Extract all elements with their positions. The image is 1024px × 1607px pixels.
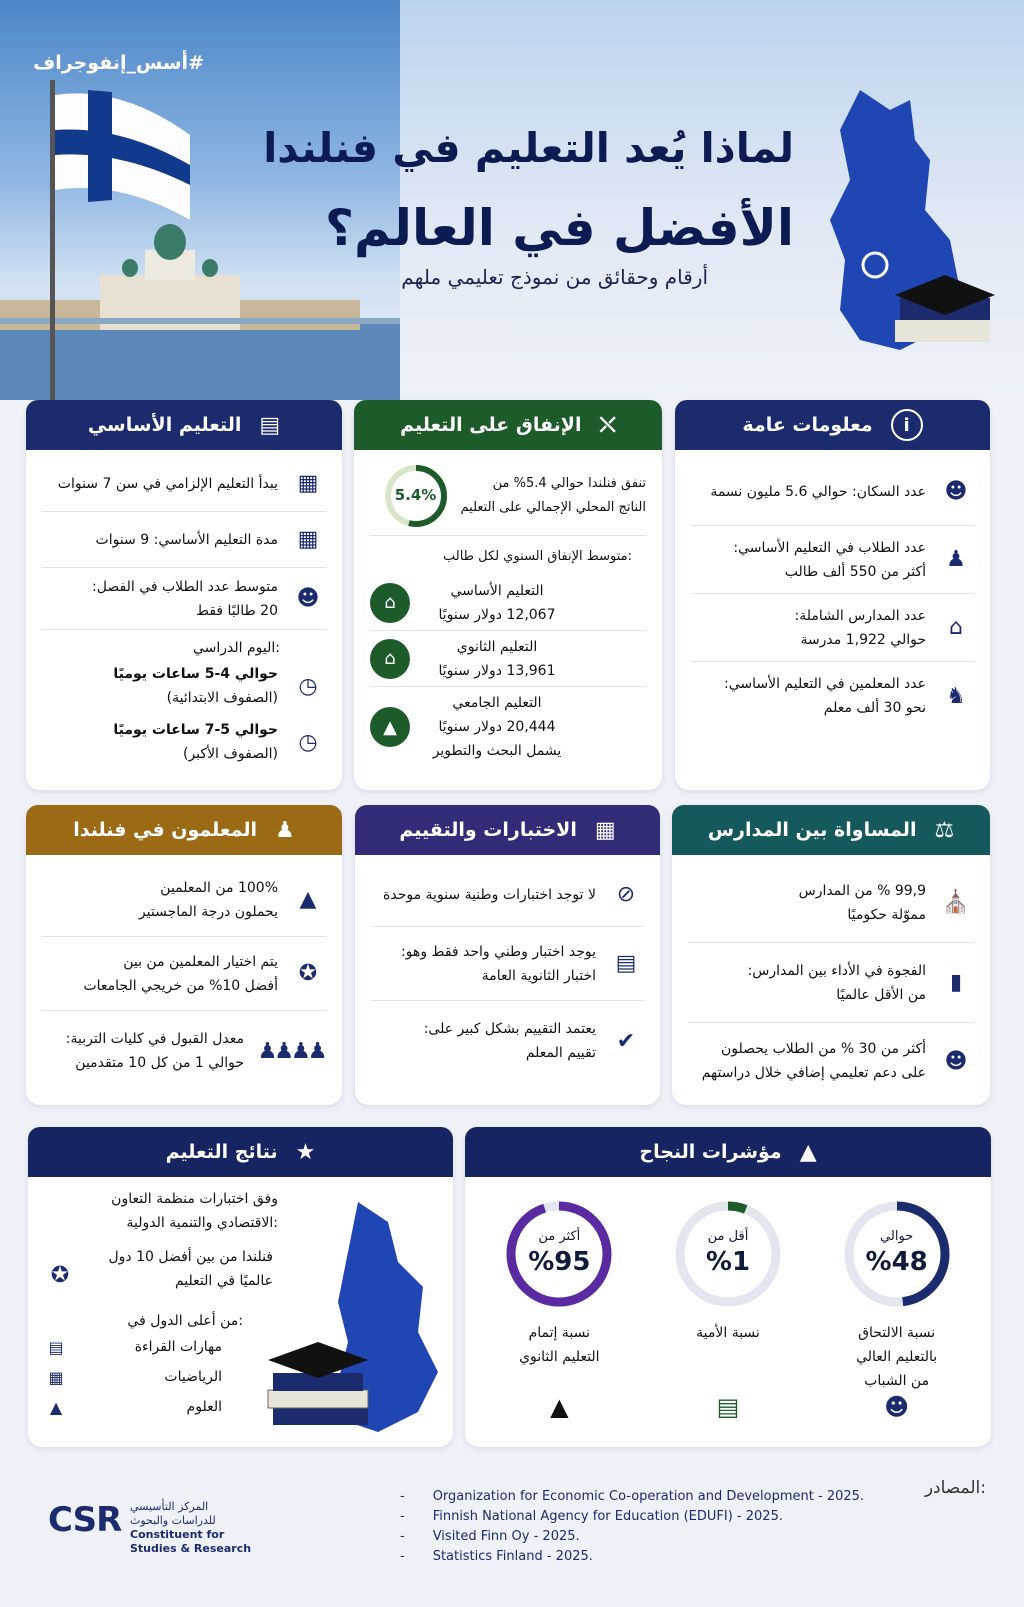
metric-higher-education: حوالي %48 نسبة الالتحاق بالتعليم العالي من الشباب ☻ — [817, 1189, 977, 1439]
general-info-card — [675, 400, 990, 790]
basic-row-start-age: ▦ يبدأ التعليم الإلزامي في سن 7 سنوات — [42, 456, 326, 512]
gdp-percent: 5.4% — [394, 485, 437, 504]
check-icon: ✔ — [616, 1028, 636, 1054]
equality-header — [672, 805, 990, 855]
school-building-icon: ⌂ — [370, 639, 410, 679]
general-row-teachers: ♞ عدد المعلمين في التعليم الأساسي: نحو 30 ألف معلم — [691, 662, 974, 730]
teachers-row-top10: ✪ يتم اختيار المعلمين من بين أفضل 10% من خريجي الجامعات — [42, 937, 326, 1011]
teacher-icon: ♞ — [946, 683, 966, 709]
hero-banner — [0, 0, 1024, 400]
spend-basic-row: التعليم الأساسي 12,067 دولار سنويًا ⌂ — [370, 575, 646, 631]
growth-chart-icon: ▲ — [799, 1139, 817, 1165]
finland-flag-icon — [50, 80, 200, 400]
graduation-cap-icon: ▲ — [550, 1393, 569, 1421]
teachers-card — [26, 805, 342, 1105]
general-info-header — [675, 400, 990, 450]
group-icon: ☻ — [944, 1048, 968, 1074]
bar-chart-icon: ▮ — [949, 970, 963, 995]
student-icon: ♟ — [946, 547, 966, 572]
general-row-schools: ⌂ عدد المدارس الشاملة: حوالي 1,922 مدرسة — [691, 594, 974, 662]
spending-header — [354, 400, 662, 450]
basic-education-title: التعليم الأساسي — [87, 414, 242, 436]
basic-row-day-primary: ◷ حوالي 4-5 ساعات يوميًا (الصفوف الابتدائية) — [42, 658, 326, 714]
coins-icon: ⛌ — [599, 412, 616, 438]
subjects-list — [42, 1332, 222, 1422]
trophy-icon: ★ — [295, 1139, 316, 1165]
equality-row-funding: ⛪ 99,9 % من المدارس مموّلة حكوميًا — [688, 863, 974, 943]
spending-title: الإنفاق على التعليم — [400, 414, 582, 436]
success-card — [465, 1127, 991, 1447]
general-info-title: معلومات عامة — [742, 414, 873, 436]
people-row-icon: ♟♟♟♟ — [257, 1038, 325, 1064]
basic-education-header — [26, 400, 342, 450]
org-name: المركز التأسيسي للدراسات والبحوث Constituent for Studies & Research — [130, 1500, 252, 1555]
equality-row-gap: ▮ الفجوة في الأداء بين المدارس: من الأقل عالميًا — [688, 943, 974, 1023]
gdp-gauge — [383, 463, 449, 529]
calendar-icon: ▦ — [297, 527, 319, 552]
top-subjects-label: من أعلى الدول في: — [127, 1313, 243, 1329]
teachers-row-acceptance: ♟♟♟♟ معدل القبول في كليات التربية: حوالي 1 من كل 10 متقدمين — [65, 1031, 325, 1071]
award-icon: ✪ — [298, 961, 318, 986]
teacher-icon: ♟ — [275, 817, 295, 843]
spend-university-row: التعليم الجامعي 20,444 دولار سنويًا يشمل البحث والتطوير ▲ — [370, 687, 646, 767]
page-subtitle: أرقام وحقائق من نموذج تعليمي ملهم — [401, 265, 708, 289]
hashtag: #أسس_إنفوجراف — [33, 52, 204, 74]
success-metrics — [475, 1189, 981, 1439]
document-icon: ▤ — [615, 951, 637, 976]
basic-row-day-upper: ◷ حوالي 5-7 ساعات يوميًا (الصفوف الأكبر) — [42, 714, 326, 770]
spend-secondary-row: التعليم الثانوي 13,961 دولار سنويًا ⌂ — [370, 631, 646, 687]
basic-education-card — [26, 400, 342, 790]
results-rank: فنلندا من بين أفضل 10 دول عالميًا في التعليم — [108, 1249, 273, 1289]
source-item: - Visited Finn Oy - 2025. — [400, 1528, 580, 1544]
metric-secondary-completion: أكثر من %95 نسبة إتمام التعليم الثانوي ▲ — [479, 1189, 639, 1439]
metric-illiteracy: أقل من %1 نسبة الأمية ▤ — [648, 1189, 808, 1439]
tests-row-teacher-eval: ✔ يعتمد التقييم بشكل كبير على: تقييم المعلم — [371, 1001, 644, 1081]
bank-icon: ⛪ — [942, 890, 970, 915]
spending-card — [354, 400, 662, 790]
title-line-2: الأفضل في العالم؟ — [324, 199, 794, 257]
title-line-1: لماذا يُعد التعليم في فنلندا — [263, 124, 794, 172]
people-icon: ☻ — [944, 479, 968, 504]
csr-logo: CSR — [48, 1500, 122, 1540]
sources-list — [400, 1486, 920, 1566]
clock-icon: ◷ — [298, 729, 318, 755]
results-card — [28, 1127, 453, 1447]
source-item: - Finnish National Agency for Education (EDUFI) - 2025. — [400, 1508, 783, 1524]
page-title — [234, 108, 794, 268]
success-title: مؤشرات النجاح — [639, 1141, 782, 1163]
basic-row-duration: ▦ مدة التعليم الأساسي: 9 سنوات — [42, 512, 326, 568]
school-day-label: اليوم الدراسي: — [192, 640, 280, 656]
equality-card — [672, 805, 990, 1105]
source-item: - Organization for Economic Co-operation and Development - 2025. — [400, 1488, 865, 1504]
no-test-icon: ⊘ — [616, 882, 636, 907]
clock-icon: ◷ — [298, 673, 318, 699]
success-header — [465, 1127, 991, 1177]
school-icon: ⌂ — [949, 615, 963, 640]
scales-icon: ⚖ — [934, 817, 955, 843]
students-icon: ☻ — [296, 586, 320, 611]
tests-row-one-exam: ▤ يوجد اختبار وطني واحد فقط وهو: اختبار الثانوية العامة — [371, 927, 644, 1001]
source-item: - Statistics Finland - 2025. — [400, 1548, 593, 1564]
finland-map-icon — [800, 70, 1000, 380]
medal-icon: ✪ — [50, 1262, 70, 1288]
teachers-title: المعلمون في فنلندا — [73, 819, 258, 841]
equality-title: المساواة بين المدارس — [707, 819, 917, 841]
subject-science: ▲ العلوم — [42, 1392, 222, 1422]
tests-title: الاختبارات والتقييم — [399, 819, 577, 841]
tests-header — [355, 805, 660, 855]
info-icon: i — [891, 409, 923, 441]
book-icon: ▤ — [48, 1337, 64, 1357]
calculator-icon: ▦ — [48, 1367, 64, 1387]
tests-card — [355, 805, 660, 1105]
teachers-header — [26, 805, 342, 855]
group-icon: ☻ — [884, 1393, 910, 1421]
flask-icon: ▲ — [49, 1397, 63, 1417]
subject-math: ▦ الرياضيات — [42, 1362, 222, 1392]
clipboard-icon: ▦ — [594, 817, 616, 843]
calendar-icon: ▦ — [297, 471, 319, 496]
graduation-cap-icon: ▲ — [299, 887, 317, 912]
tests-row-no-national: ⊘ لا توجد اختبارات وطنية سنوية موحدة — [371, 863, 644, 927]
results-header — [28, 1127, 453, 1177]
results-intro: وفق اختبارات منظمة التعاون الاقتصادي والتنمية الدولية: — [111, 1191, 278, 1231]
sources-label: المصادر: — [924, 1478, 986, 1498]
subject-reading: ▤ مهارات القراءة — [42, 1332, 222, 1362]
teachers-row-masters: ▲ 100% من المعلمين يحملون درجة الماجستير — [42, 863, 326, 937]
spending-gdp-row: تنفق فنلندا حوالي 5.4% من الناتج المحلي الإجمالي على التعليم 5.4% — [370, 456, 646, 536]
book-icon: ▤ — [259, 412, 281, 438]
general-row-students: ♟ عدد الطلاب في التعليم الأساسي: أكثر من 550 ألف طالب — [691, 526, 974, 594]
graduation-cap-icon: ▲ — [370, 707, 410, 747]
basic-row-class-size: ☻ متوسط عدد الطلاب في الفصل: 20 طالبًا فقط — [42, 568, 326, 630]
results-title: نتائج التعليم — [165, 1141, 278, 1163]
book-check-icon: ▤ — [716, 1393, 740, 1421]
general-row-population: ☻ عدد السكان: حوالي 5.6 مليون نسمة — [691, 458, 974, 526]
equality-row-support: ☻ أكثر من 30 % من الطلاب يحصلون على دعم تعليمي إضافي خلال دراستهم — [688, 1023, 974, 1099]
school-building-icon: ⌂ — [370, 583, 410, 623]
avg-spend-label: متوسط الإنفاق السنوي لكل طالب: — [442, 549, 632, 564]
